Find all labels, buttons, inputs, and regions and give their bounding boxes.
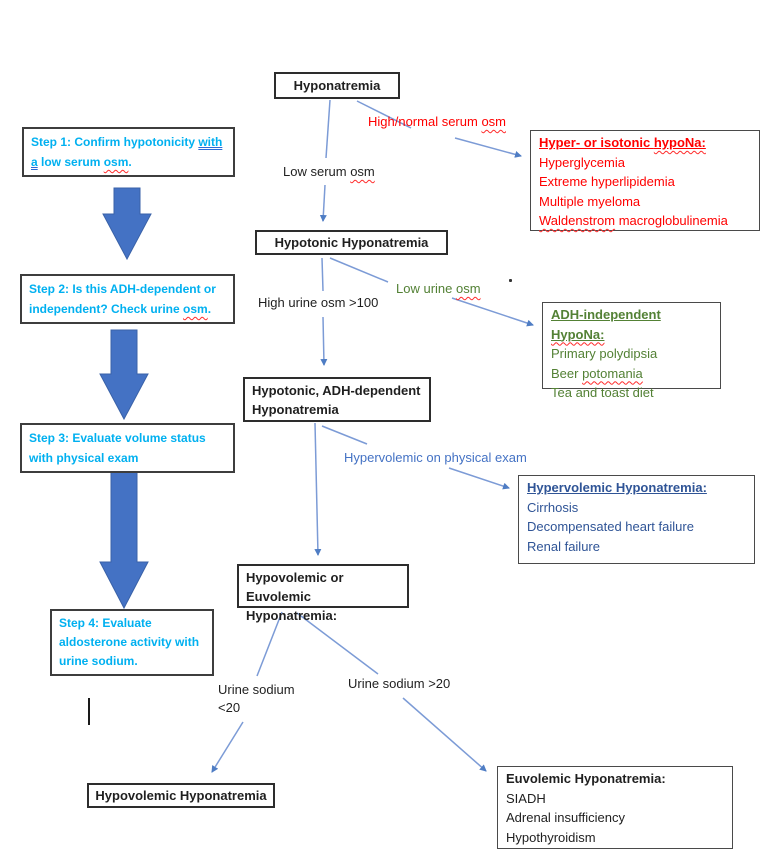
- node-hypoeu-line2: Euvolemic Hyponatremia:: [246, 589, 338, 623]
- connector-adh-to-hypervolemic-label: [322, 426, 367, 444]
- edge-label-high-serum-osm: osm: [481, 114, 506, 129]
- box-red-item: Extreme hyperlipidemia: [539, 174, 675, 189]
- connector-hypotonic-to-highurine: [322, 258, 323, 291]
- edge-label-high-serum-text: High/normal serum: [368, 114, 482, 129]
- edge-label-urine-sodium-gt20: [348, 676, 450, 691]
- box-euvolemic-hyponatremia: [497, 766, 733, 849]
- node-hypotonic-hyponatremia: [255, 230, 448, 255]
- step2-line1: Step 2: Is this ADH-dependent or: [29, 282, 216, 296]
- box-red-title-wavy: hypoNa:: [653, 135, 706, 150]
- step1-to-step2-block-arrow: [103, 188, 151, 259]
- step3-line1: Step 3: Evaluate volume status: [29, 431, 206, 445]
- connector-urinegt20-to-euvolemic: [403, 698, 486, 771]
- edge-label-urine-gt20-text: Urine sodium >20: [348, 676, 451, 691]
- node-hypovolemic-hyponatremia: [87, 783, 275, 808]
- box-green-title-plain: ADH-independent: [551, 307, 661, 322]
- box-hypervolemic-hyponatremia: [518, 475, 755, 564]
- step2-box: [20, 274, 235, 324]
- box-green-item2-wavy: potomania: [582, 365, 643, 381]
- box-red-item4-rest: macroglobulinemia: [615, 213, 728, 228]
- connector-highurine-to-adhbox: [323, 317, 324, 365]
- connector-lowserum-to-hypotonic: [323, 185, 325, 221]
- box-euvolemic-item: SIADH: [506, 790, 546, 806]
- edge-label-urine-lt20-line1: Urine sodium: [218, 682, 295, 697]
- connector-top-to-lowserum: [326, 100, 330, 158]
- node-hypoeu-line1: Hypovolemic or: [246, 570, 344, 585]
- node-adh-dependent: [243, 377, 431, 422]
- connector-lowurine-to-greenbox: [452, 298, 533, 325]
- step2-period: .: [207, 302, 212, 316]
- box-red-title: [539, 133, 751, 153]
- edge-label-urine-sodium-lt20: [218, 681, 295, 717]
- edge-label-low-urine-text: Low urine: [396, 281, 456, 296]
- step4-line3: urine sodium.: [59, 654, 138, 668]
- box-red-title-plain: Hyper- or isotonic: [539, 135, 654, 150]
- node-adh-line1: Hypotonic, ADH-dependent: [252, 383, 421, 398]
- edge-label-hypervolemic-exam: [344, 450, 527, 465]
- step3-to-step4-block-arrow: [100, 472, 148, 608]
- connector-highserum-to-redbox: [455, 138, 521, 156]
- stray-dot-mark: [509, 279, 512, 282]
- step1-grammar-with: with: [198, 135, 223, 149]
- box-red-item: Hyperglycemia: [539, 154, 625, 170]
- box-euvolemic-title: Euvolemic Hyponatremia:: [506, 771, 666, 786]
- step1-osm: osm: [103, 155, 129, 169]
- box-euvolemic-item: Adrenal insufficiency: [506, 810, 625, 825]
- box-red-item: Multiple myeloma: [539, 193, 641, 209]
- connector-urinelt20-to-hypovolemic: [212, 722, 243, 772]
- box-adh-independent-hypona: [542, 302, 721, 400]
- node-adh-line2: Hyponatremia: [252, 402, 339, 417]
- box-blue-title: Hypervolemic Hyponatremia:: [527, 480, 707, 495]
- box-blue-item: Cirrhosis: [527, 499, 579, 515]
- box-blue-item: Renal failure: [527, 538, 600, 554]
- box-euvolemic-item: Hypothyroidism: [506, 829, 596, 845]
- edge-label-high-urine-osm: [258, 295, 378, 310]
- box-green-item2-plain: Beer: [551, 365, 583, 381]
- box-red-item4-wavy: Waldenstrom: [539, 213, 616, 228]
- step1-period: .: [128, 155, 132, 169]
- step3-box: [20, 423, 235, 473]
- box-red-item: [539, 211, 751, 231]
- step1-text: Step 1: Confirm hypotonicity: [31, 135, 199, 149]
- node-hypo-or-euvolemic: [237, 564, 409, 623]
- connector-hypotonic-to-lowurine: [330, 258, 388, 282]
- edge-label-urine-lt20-line2: <20: [218, 700, 241, 715]
- box-green-title-wavy: HypoNa:: [551, 326, 605, 342]
- step1-text-mid: low serum: [37, 155, 104, 169]
- step1-grammar-a: a: [31, 155, 38, 169]
- box-blue-item: Decompensated heart failure: [527, 519, 694, 534]
- edge-label-hypervolemic-text: Hypervolemic on physical exam: [344, 450, 527, 465]
- edge-label-low-serum-osm-word: osm: [350, 164, 375, 179]
- connector-hypervolemic-label-to-bluebox: [449, 468, 509, 488]
- box-green-item: [551, 364, 712, 384]
- step1-box: [22, 127, 235, 177]
- node-hypovolemic-label: Hypovolemic Hyponatremia: [95, 788, 267, 803]
- edge-label-high-normal-serum-osm: [368, 114, 506, 129]
- node-hyponatremia-label: Hyponatremia: [293, 78, 381, 93]
- edge-label-low-serum-osm: [283, 164, 375, 179]
- step2-to-step3-block-arrow: [100, 330, 148, 419]
- node-hypotonic-label: Hypotonic Hyponatremia: [274, 235, 429, 250]
- step4-line2: aldosterone activity with: [59, 635, 200, 649]
- box-green-item: Primary polydipsia: [551, 346, 658, 361]
- edge-label-low-urine-osm-word: osm: [455, 281, 481, 296]
- connector-adh-to-hypoeu: [315, 423, 318, 555]
- node-hyponatremia: [274, 72, 400, 99]
- step4-box: [50, 609, 214, 676]
- step2-line2: independent? Check urine: [29, 302, 184, 316]
- edge-label-high-urine-text: High urine osm >100: [258, 295, 379, 310]
- step2-osm: osm: [183, 302, 208, 316]
- box-green-title: [551, 305, 712, 344]
- box-hyper-isotonic-hypona: [530, 130, 760, 231]
- step4-line1: Step 4: Evaluate: [59, 616, 152, 630]
- box-green-item: Tea and toast diet: [551, 385, 654, 400]
- step3-line2: with physical exam: [29, 451, 139, 465]
- edge-label-low-urine-osm: [396, 281, 481, 296]
- edge-label-low-serum-text: Low serum: [283, 164, 351, 179]
- text-cursor-mark: [88, 698, 90, 725]
